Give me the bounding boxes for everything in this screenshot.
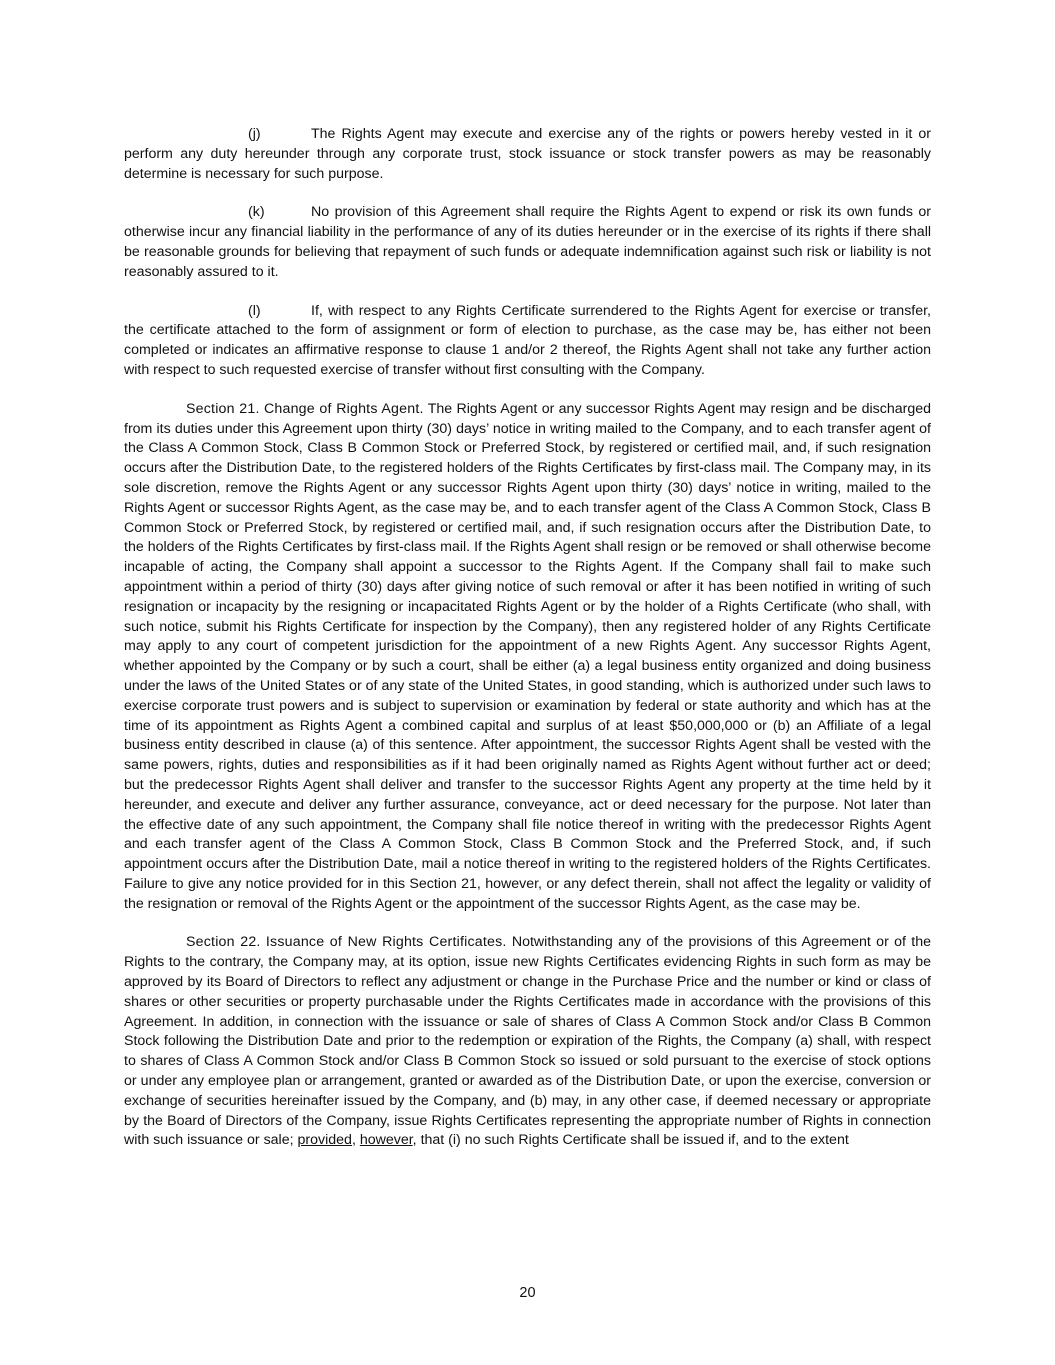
clause-label: (j) bbox=[248, 126, 261, 142]
section-22: Section 22. Issuance of New Rights Certificates. Notwithstanding any of the provisions of this Agreement or of the Rights to the contrary, the Company may, at its option, issue new Rights Certificates evidencing Rights in such form as may be approved by its Board of Directors to reflect any adjustment or change in the Purchase Price and the number or kind or class of shares or other securities or property purchasable under the Rights Certificates made in accordance with the provisions of this Agreement. In addition, in connection with the issuance or sale of shares of Class A Common Stock and/or Class B Common Stock following the Distribution Date and prior to the redemption or expiration of the Rights, the Company (a) shall, with respect to shares of Class A Common Stock and/or Class B Common Stock so issued or sold pursuant to the exercise of stock options or under any employee plan or arrangement, granted or awarded as of the Distribution Date, or upon the exercise, conversion or exchange of securities hereinafter issued by the Company, and (b) may, in any other case, if deemed necessary or appropriate by the Board of Directors of the Company, issue Rights Certificates representing the appropriate number of Rights in connection with such issuance or sale; provided, however, that (i) no such Rights Certificate shall be issued if, and to the extent bbox=[124, 934, 931, 1149]
clause-l bbox=[124, 302, 931, 381]
clause-text: The Rights Agent may execute and exercise any of the rights or powers hereby vested in it or perform any duty hereunder through any corporate trust, stock issuance or stock transfer powers as may be reasonably determine is necessary for such purpose. bbox=[124, 126, 931, 182]
section-21 bbox=[124, 400, 931, 915]
clause-text: No provision of this Agreement shall require the Rights Agent to expend or risk its own funds or otherwise incur any financial liability in the performance of any of its duties hereunder or in the exercise of its rights if there shall be reasonable grounds for believing that repayment of such funds or adequate indemnification against such risk or liability is not reasonably assured to it. bbox=[124, 204, 931, 280]
section-22-text-continued: that (i) no such Rights Certificate shall be issued if, and to the extent bbox=[420, 1132, 849, 1149]
section-22-text: Notwithstanding any of the provisions of this Agreement or of the Rights to the contrary, the Company may, at its option, issue new Rights Certificates evidencing Rights in such form as may be approved by its Board of Directors to reflect any adjustment or change in the Purchase Price and the number or kind or class of shares or other securities or property purchasable under the Rights Certificates made in accordance with the provisions of this Agreement. In addition, in connection with the issuance or sale of shares of Class A Common Stock and/or Class B Common Stock following the Distribution Date and prior to the redemption or expiration of the Rights, the Company (a) shall, with respect to shares of Class A Common Stock and/or Class B Common Stock so issued or sold pursuant to the exercise of stock options or under any employee plan or arrangement, granted or awarded as of the Distribution Date, or upon the exercise, conversion or exchange of securities hereinafter issued by the Company, and (b) may, in any other case, if deemed necessary or appropriate by the Board of Directors of the Company, issue Rights Certificates representing the appropriate number of Rights in connection with such issuance or sale; bbox=[124, 934, 931, 1149]
provided-term: provided bbox=[297, 1132, 352, 1149]
clause-label: (l) bbox=[248, 302, 261, 319]
clause-label: (k) bbox=[248, 204, 265, 221]
clause-text: If, with respect to any Rights Certificate surrendered to the Rights Agent for exercise or transfer, the certificate attached to the form of assignment or form of election to purchase, as the case may be, has either not been completed or indicates an affirmative response to clause 1 and/or 2 thereof, the Rights Agent shall not take any further action with respect to such requested exercise of transfer without first consulting with the Company. bbox=[124, 302, 931, 378]
however-term: however bbox=[359, 1132, 413, 1149]
section-21-number: Section 21. bbox=[186, 400, 260, 417]
clause-j bbox=[124, 125, 931, 184]
document-page bbox=[124, 125, 931, 1170]
page-number: 20 bbox=[519, 1285, 536, 1301]
clause-k bbox=[124, 203, 931, 282]
section-22-number: Section 22. bbox=[186, 934, 261, 951]
section-21-text: The Rights Agent or any successor Rights Agent may resign and be discharged from its duties under this Agreement upon thirty (30) days’ notice in writing mailed to the Company, and to each transfer agent of the Class A Common Stock, Class B Common Stock or Preferred Stock, by registered or certified mail, and, if such resignation occurs after the Distribution Date, to the registered holders of the Rights Certificates by first-class mail. The Company may, in its sole discretion, remove the Rights Agent or any successor Rights Agent upon thirty (30) days’ notice in writing, mailed to the Rights Agent or successor Rights Agent, as the case may be, and to each transfer agent of the Class A Common Stock, Class B Common Stock or Preferred Stock, by registered or certified mail, and, if such resignation occurs after the Distribution Date, to the holders of the Rights Certificates by first-class mail. If the Rights Agent shall resign or be removed or shall otherwise become incapable of acting, the Company shall appoint a successor to the Rights Agent. If the Company shall fail to make such appointment within a period of thirty (30) days after giving notice of such removal or after it has been notified in writing of such resignation or incapacity by the resigning or incapacitated Rights Agent or by the holder of a Rights Certificate (who shall, with such notice, submit his Rights Certificate for inspection by the Company), then any registered holder of any Rights Certificate may apply to any court of competent jurisdiction for the appointment of a new Rights Agent. Any successor Rights Agent, whether appointed by the Company or by such a court, shall be either (a) a legal business entity organized and doing business under the laws of the United States or of any state of the United States, in good standing, which is authorized under such laws to exercise corporate trust powers and is subject to supervision or examination by federal or state authority and which has at the time of its appointment as Rights Agent a combined capital and surplus of at least $50,000,000 or (b) an Affiliate of a legal business entity described in clause (a) of this sentence. After appointment, the successor Rights Agent shall be vested with the same powers, rights, duties and responsibilities as if it had been originally named as Rights Agent without further act or deed; but the predecessor Rights Agent shall deliver and transfer to the successor Rights Agent any property at the time held by it hereunder, and execute and deliver any further assurance, conveyance, act or deed necessary for the purpose. Not later than the effective date of any such appointment, the Company shall file notice thereof in writing with the predecessor Rights Agent and each transfer agent of the Class A Common Stock, Class B Common Stock and the Preferred Stock, and, if such appointment occurs after the Distribution Date, mail a notice thereof in writing to the registered holders of the Rights Certificates. Failure to give any notice provided for in this Section 21, however, or any defect therein, shall not affect the legality or validity of the resignation or removal of the Rights Agent or the appointment of the successor Rights Agent, as the case may be. bbox=[124, 400, 932, 912]
section-21-title: Change of Rights Agent. bbox=[263, 400, 424, 417]
section-22-title: Issuance of New Rights Certificates. bbox=[265, 934, 507, 951]
